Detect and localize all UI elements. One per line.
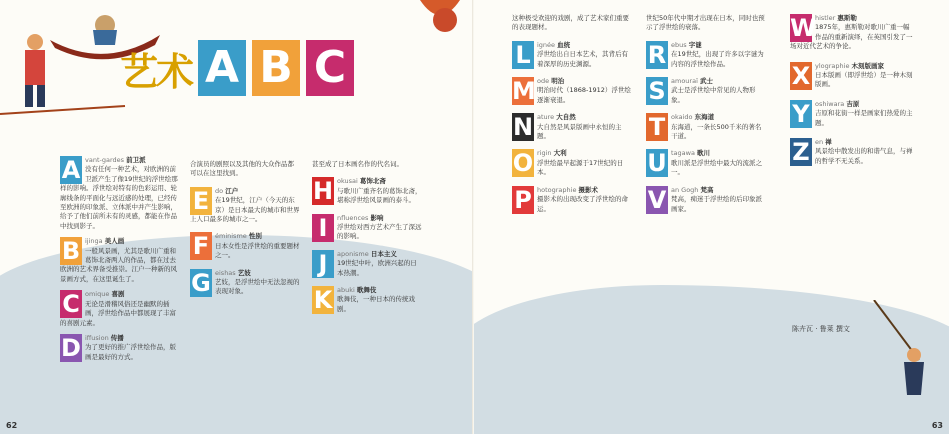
letter-k: K [313, 286, 333, 315]
entry-l-cn: 血统 [557, 40, 571, 49]
entry-p-body: 摄影术的出现改变了浮世绘的命运。 [537, 195, 628, 213]
right-column-2 [646, 14, 766, 214]
entry-j-body: 19世纪中叶，欧洲兴起的日本热潮。 [337, 259, 417, 277]
entry-b-body: 一般风景画，尤其是歌川广重和葛饰北斋两人的作品，都在过去欧洲的艺术界备受推崇。江户一种新的风景画方式，在这里诞生了。 [60, 246, 177, 283]
entry-w-en: histler [815, 14, 836, 22]
entry-o [512, 149, 632, 177]
entry-i [312, 214, 422, 242]
entry-m-en: ode [537, 77, 550, 86]
entry-i-en: nfluences [337, 213, 369, 222]
right-column-1 [512, 14, 632, 214]
entry-w [790, 14, 915, 52]
entry-o-body: 浮世绘最早起源于17世纪的日本。 [537, 158, 624, 177]
entry-g-cn: 艺妓 [237, 268, 251, 277]
entry-n [512, 113, 632, 141]
letter-j: J [312, 250, 334, 278]
entry-d-en: iffusion [85, 333, 109, 342]
entry-x-body: 日本版画（即浮世绘）是一种木刻版画。 [815, 71, 913, 89]
entry-x [790, 62, 915, 90]
entry-z [790, 138, 915, 166]
entry-u-en: tagawa [671, 149, 695, 158]
entry-k-cn: 歌舞伎 [356, 286, 377, 295]
right-column-3 [790, 14, 915, 166]
entry-k [312, 286, 422, 314]
entry-v-cn: 梵高 [700, 185, 714, 194]
entry-n-body: 大自然是风景版画中永恒的主题。 [537, 122, 622, 141]
letter-c: C [60, 290, 82, 318]
page-number-left: 62 [6, 421, 18, 430]
entry-g [190, 269, 300, 297]
letter-y: Y [790, 100, 812, 128]
entry-f-en: éminisme [215, 232, 247, 241]
right-column-2-intro: 世纪50年代中期才出现在日本，同时也预示了浮世绘的衰落。 [646, 14, 765, 32]
entry-h-body: 与歌川广重齐名的葛饰北斋，堪称浮世绘风景画的泰斗。 [337, 186, 422, 205]
entry-p-en: hotographie [537, 185, 577, 194]
entry-f [190, 232, 300, 260]
entry-w-cn: 惠斯勒 [837, 14, 857, 22]
entry-c [60, 290, 178, 328]
entry-r [646, 41, 766, 69]
entry-m-body: 明治时代（1868-1912）浮世绘逐渐衰退。 [537, 86, 631, 104]
letter-z: Z [790, 138, 812, 166]
entry-t-cn: 东海道 [694, 113, 715, 122]
letter-p: P [512, 186, 534, 214]
column-3-intro: 甚至成了日本画名作的代名词。 [312, 160, 403, 168]
entry-y-en: oshiwara [815, 99, 845, 108]
entry-i-cn: 影响 [370, 213, 384, 222]
letter-f: F [190, 232, 212, 260]
figure-illustration-top [400, 0, 474, 60]
letter-m: M [512, 77, 536, 106]
entry-s-body: 武士是浮世绘中常见的人物形象。 [671, 86, 756, 104]
letter-t: T [646, 113, 668, 141]
entry-n-en: ature [537, 113, 555, 122]
left-column-1 [60, 156, 178, 362]
entry-a [60, 156, 178, 231]
entry-w-body: 1875年，惠斯勒对歌川广重一幅作品的重新演绎，在英国引发了一场对近代艺术的争论。 [790, 23, 913, 51]
page-title [120, 40, 354, 96]
entry-s-cn: 武士 [699, 77, 713, 86]
entry-y-cn: 吉原 [846, 99, 860, 108]
left-column-3 [312, 160, 422, 314]
entry-p-cn: 摄影术 [578, 185, 599, 194]
fisherman-illustration [869, 300, 939, 410]
entry-c-en: omique [85, 290, 110, 299]
entry-i-body: 浮世绘对西方艺术产生了深远的影响。 [337, 223, 422, 241]
entry-m [512, 77, 632, 105]
title-letter-a: A [198, 40, 246, 96]
entry-s-en: amouraï [671, 77, 698, 86]
entry-d-cn: 传播 [110, 333, 124, 342]
letter-e: E [190, 187, 212, 215]
entry-p [512, 186, 632, 214]
title-letter-b: B [252, 40, 300, 96]
entry-v [646, 186, 766, 214]
letter-u: U [647, 149, 667, 178]
entry-a-en: vant-gardes [85, 156, 125, 164]
entry-t-en: okaido [671, 113, 693, 122]
entry-o-en: rigin [537, 149, 552, 158]
letter-w: W [790, 14, 817, 42]
entry-s [646, 77, 766, 105]
entry-k-en: abuki [337, 286, 355, 295]
entry-e-cn: 江户 [225, 186, 239, 195]
entry-g-body: 艺妓，是浮世绘中无法忽视的表现对象。 [215, 278, 300, 296]
author-credit: 陈卉瓦 · 鲁莱 撰文 [792, 325, 850, 333]
letter-g: G [191, 268, 211, 297]
entry-l-en: ignée [537, 40, 556, 49]
entry-b-en: ijinga [85, 237, 103, 246]
entry-e-body: 在19世纪，江户（今天的东京）是日本最大的城市和世界上人口最多的城市之一。 [190, 196, 300, 224]
letter-r: R [647, 40, 667, 69]
page-number-right: 63 [931, 421, 943, 430]
letter-o: O [512, 149, 534, 178]
left-page [0, 0, 474, 434]
entry-j-cn: 日本主义 [370, 249, 397, 258]
entry-t [646, 113, 766, 141]
entry-r-en: ebus [671, 40, 687, 49]
entry-r-body: 在19世纪，出现了许多以字谜为内容的浮世绘作品。 [671, 50, 764, 68]
entry-e-en: do [215, 186, 224, 195]
entry-u [646, 149, 766, 177]
entry-f-cn: 性别 [248, 232, 262, 241]
letter-v: V [647, 185, 667, 214]
entry-u-body: 歌川派是浮世绘中最大的流派之一。 [671, 158, 762, 177]
entry-y [790, 100, 915, 128]
title-cn: 艺术 [120, 50, 193, 94]
entry-h [312, 177, 422, 205]
left-column-2 [190, 160, 300, 297]
entry-h-cn: 葛饰北斋 [359, 177, 386, 186]
entry-d [60, 334, 178, 362]
letter-n: N [512, 113, 534, 142]
entry-l-body: 浮世绘出自日本艺术，其背后有着深厚的历史渊源。 [537, 50, 628, 68]
entry-f-body: 日本女性是浮世绘的重要题材之一。 [215, 241, 300, 260]
entry-b-cn: 美人画 [104, 237, 125, 246]
entry-m-cn: 明治 [551, 77, 565, 86]
entry-k-body: 歌舞伎，一种日本的传统戏剧。 [337, 295, 415, 313]
letter-l: L [512, 41, 534, 69]
entry-h-en: okusai [337, 177, 358, 186]
entry-j-en: aponisme [337, 249, 369, 258]
entry-o-cn: 大利 [553, 149, 567, 158]
warrior-illustration [15, 30, 55, 110]
title-letter-c: C [306, 40, 354, 96]
arrow-decoration [0, 100, 130, 120]
entry-e [190, 187, 300, 225]
entry-x-en: ylographie [815, 61, 850, 70]
entry-a-cn: 前卫派 [126, 156, 146, 164]
entry-n-cn: 大自然 [556, 113, 576, 122]
entry-z-body: 风景绘中散发出的和谐气息，与禅的哲学不无关系。 [815, 147, 913, 165]
entry-c-body: 无论是滑稽风俗还是幽默的插画，浮世绘作品中都展现了丰富的喜剧元素。 [60, 299, 176, 327]
entry-j [312, 250, 422, 278]
entry-x-cn: 木刻版画家 [851, 61, 885, 70]
right-page [474, 0, 949, 434]
entry-c-cn: 喜剧 [111, 290, 125, 299]
entry-z-cn: 禅 [825, 138, 832, 147]
entry-v-body: 梵高，痴迷于浮世绘的后印象派画家。 [671, 195, 762, 213]
letter-s: S [646, 77, 668, 105]
entry-y-body: 吉原和花街一样是画家们热爱的主题。 [815, 109, 913, 127]
entry-g-en: eishas [215, 268, 236, 277]
entry-b [60, 237, 178, 284]
letter-x: X [791, 61, 811, 90]
entry-u-cn: 歌川 [697, 149, 711, 158]
entry-a-body: 没有任何一种艺术，对欧洲的前卫派产生了像19世纪的浮世绘那样的影响。浮世绘对特有的色彩运用、轮廓线条的平面化与远近感的处理，已经传至欧洲的印象派、立体派中并产生影响，给予了他们前所未有的灵感，都能在作品中找到影子。 [60, 165, 178, 230]
column-2-intro: 合演员的剧照以及其他的大众作品都可以在这里找到。 [190, 160, 294, 178]
entry-l [512, 41, 632, 69]
letter-d: D [61, 333, 81, 362]
letter-b: B [61, 237, 81, 266]
entry-t-body: 东海道，一条长500千米的著名干道。 [671, 122, 762, 141]
letter-i: I [312, 214, 334, 242]
entry-d-body: 为了更好的推广浮世绘作品，版画是最好的方式。 [85, 343, 176, 361]
letter-a: A [61, 156, 81, 184]
right-column-1-intro: 这种极受欢迎的戏剧，成了艺术家们重要的表现题材。 [512, 14, 629, 32]
entry-r-cn: 字谜 [688, 40, 702, 49]
entry-v-en: an Gogh [671, 185, 699, 194]
letter-h: H [312, 177, 334, 206]
entry-z-en: en [815, 138, 824, 147]
